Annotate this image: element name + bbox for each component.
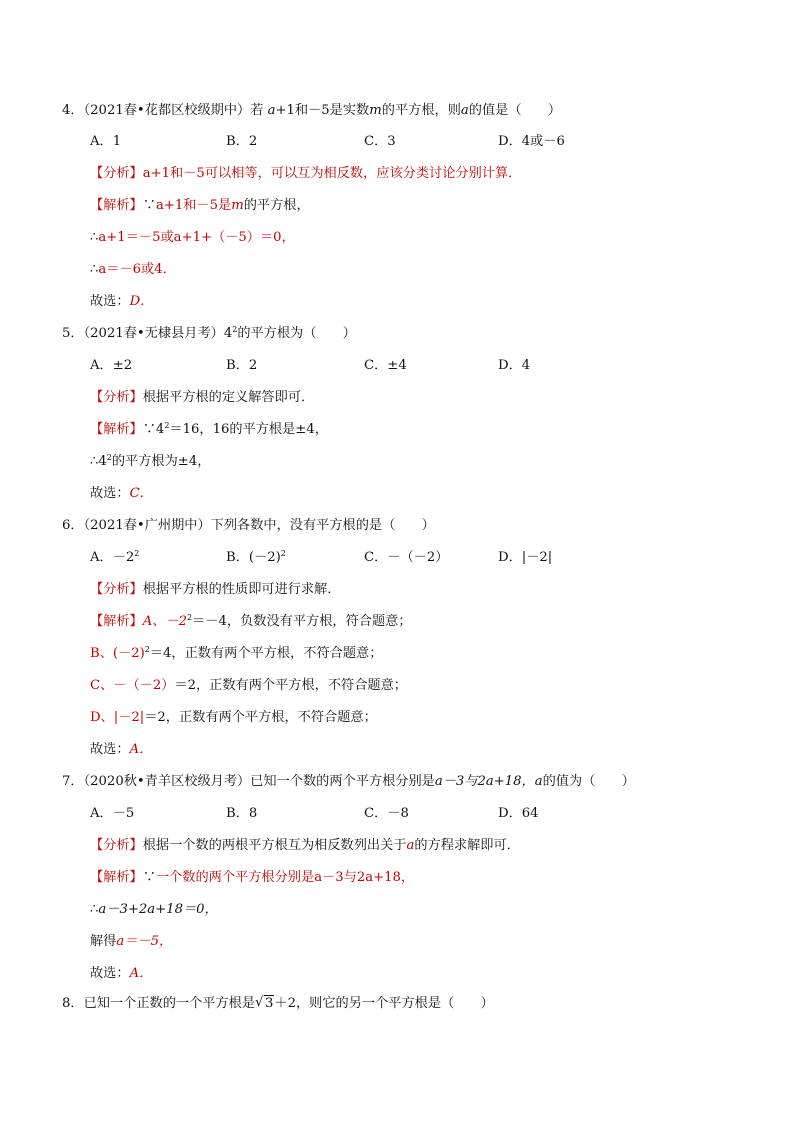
option-c: C．±4 xyxy=(364,358,407,373)
question-4-solution-line-1: 【解析】∵a+1和－5是m的平方根， xyxy=(90,198,310,213)
question-6-solution-b: B、$(-2)^2=4$，正数有两个平方根，不符合题意； xyxy=(90,645,383,661)
question-6-analysis: 【分析】根据平方根的性质即可进行求解． xyxy=(90,582,341,597)
question-7-solution-line-2: ∴a－3+2a+18＝0， xyxy=(90,902,218,917)
option-b: B．2 xyxy=(226,358,258,373)
option-d: D．4 xyxy=(498,358,531,373)
question-6-answer: 故选：A． xyxy=(90,742,153,757)
question-5-solution-line-2: $\therefore 4^2$的平方根为±4， xyxy=(90,453,211,469)
question-7-answer: 故选：A． xyxy=(90,966,153,981)
question-6-stem: 6．（2021春•广州期中）下列各数中，没有平方根的是（ ） xyxy=(62,518,435,533)
option-a: A．$-2^2$ xyxy=(90,549,140,565)
option-b: B．$(-2)^2$ xyxy=(226,549,286,565)
question-6-solution-c: C、－（－2）＝2，正数有两个平方根，不符合题意； xyxy=(90,678,407,693)
question-7-analysis: 【分析】根据一个数的两根平方根互为相反数列出关于a的方程求解即可． xyxy=(90,838,520,853)
question-6-solution-d: D、|－2|＝2，正数有两个平方根，不符合题意； xyxy=(90,710,377,725)
question-5-answer: 故选：C． xyxy=(90,486,153,501)
option-a: A．±2 xyxy=(90,358,133,373)
question-5-analysis: 【分析】根据平方根的定义解答即可． xyxy=(90,390,315,405)
question-4-analysis: 【分析】a+1和－5可以相等，可以互为相反数，应该分类讨论分别计算． xyxy=(90,166,522,181)
option-d: D．64 xyxy=(498,806,539,821)
option-c: C．－（－2） xyxy=(364,550,449,565)
radical-sign-icon: √ xyxy=(255,995,264,1010)
option-a: A．1 xyxy=(90,134,122,149)
square-root-expression: √ 3 xyxy=(255,995,274,1011)
option-b: B．2 xyxy=(226,134,258,149)
question-7-solution-line-3: 解得a＝－5， xyxy=(90,934,173,949)
option-d: D．4或－6 xyxy=(498,134,565,149)
option-c: C．－8 xyxy=(364,806,409,821)
option-a: A．－5 xyxy=(90,806,135,821)
option-c: C．3 xyxy=(364,134,396,149)
question-7-solution-line-1: 【解析】∵一个数的两个平方根分别是a－3与2a+18， xyxy=(90,870,415,885)
question-4-solution-line-3: ∴a＝－6或4． xyxy=(90,262,176,277)
question-4-answer: 故选：D． xyxy=(90,294,154,309)
question-5-solution-line-1: 【解析】$\because 4^2=16$，16的平方根是±4， xyxy=(90,421,328,437)
question-7-stem: 7．（2020秋•青羊区校级月考）已知一个数的两个平方根分别是a－3与2a+18，a的值为（ ） xyxy=(62,774,635,789)
option-d: D．|－2| xyxy=(498,550,553,565)
question-5-stem: 5．（2021春•无棣县月考）$4^2$的平方根为（ ） xyxy=(62,325,356,341)
question-8-stem: 8．已知一个正数的一个平方根是 √ 3＋2，则它的另一个平方根是（ ） xyxy=(62,995,494,1011)
question-6-solution-a: 【解析】A、$-2^2=-4$，负数没有平方根，符合题意； xyxy=(90,613,412,629)
option-b: B．8 xyxy=(226,806,258,821)
question-4-stem: 4．（2021春•花都区校级期中）若 a+1和－5是实数m的平方根，则a的值是（ ） xyxy=(62,103,562,118)
question-4-solution-line-2: ∴a+1＝－5或a+1+（－5）＝0， xyxy=(90,230,295,245)
